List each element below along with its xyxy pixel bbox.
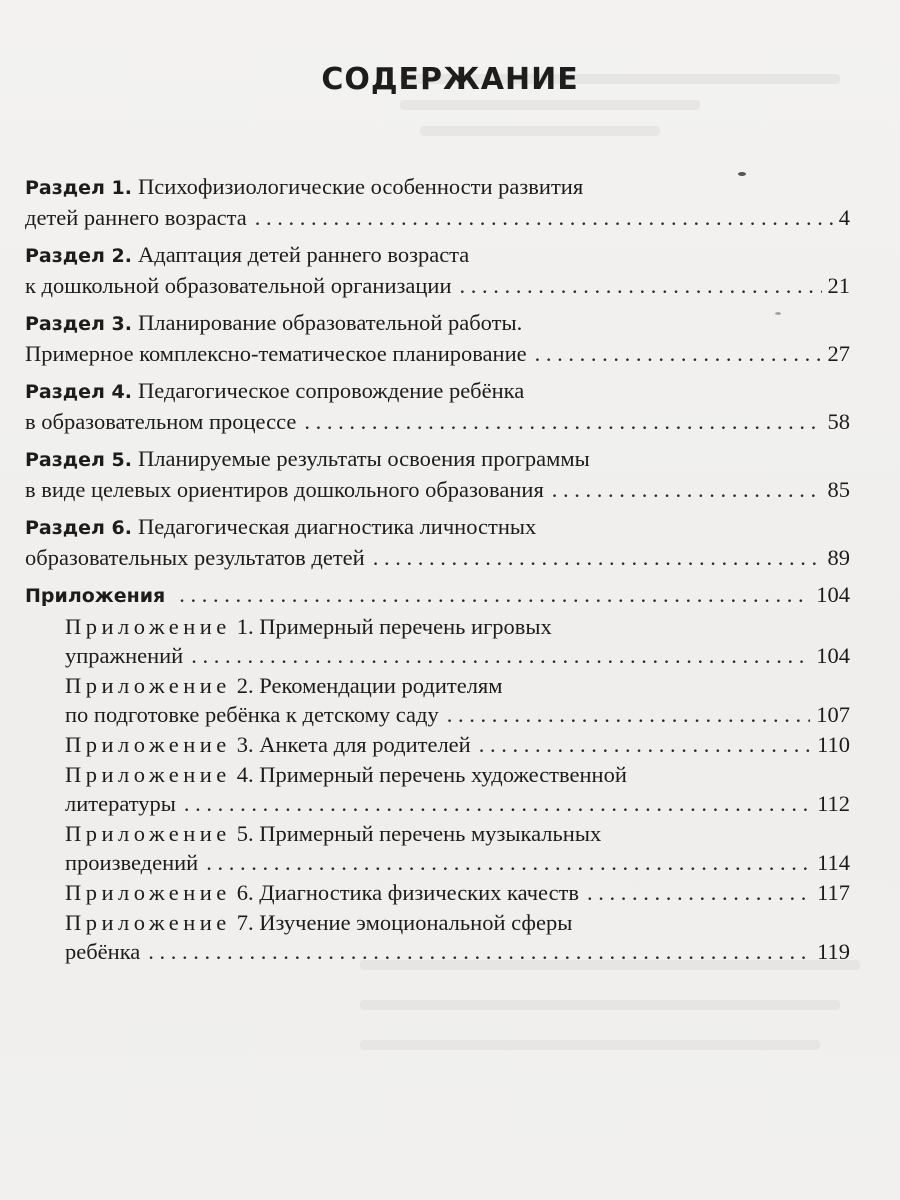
appendix-title-line-1: 2. Рекомендации родителям — [236, 673, 503, 698]
section-title-line-2: образовательных результатов детей — [25, 545, 365, 570]
leader-dots — [535, 339, 822, 368]
appendix-title-line-2: литературы — [65, 791, 176, 816]
leader-dots — [479, 730, 811, 759]
appendix-title-line-2: по подготовке ребёнка к детскому саду — [65, 702, 439, 727]
leader-dots — [191, 641, 810, 670]
section-label: Раздел 2. — [25, 245, 132, 267]
appendix-title-line-1: 5. Примерный перечень музыкальных — [236, 821, 602, 846]
appendix-title-line-1: 7. Изучение эмоциональной сферы — [236, 910, 573, 935]
table-of-contents — [25, 172, 850, 967]
leader-dots — [373, 543, 822, 572]
page-number: 89 — [827, 545, 850, 570]
toc-entry-appendices — [25, 580, 850, 611]
toc-entry-appendix-6 — [25, 878, 850, 907]
toc-entry-section-4 — [25, 376, 850, 436]
page-number: 104 — [816, 643, 850, 668]
show-through-line — [360, 1040, 820, 1050]
section-label: Раздел 5. — [25, 449, 132, 471]
appendix-title-line-1: 4. Примерный перечень художественной — [236, 762, 627, 787]
toc-entry-section-1 — [25, 172, 850, 232]
section-title-line-2: детей раннего возраста — [25, 205, 247, 230]
section-title-line-1: Психофизиологические особенности развития — [138, 174, 584, 199]
appendix-title-line-1: 6. Диагностика физических качеств — [236, 880, 580, 905]
toc-entry-section-2 — [25, 240, 850, 300]
page-number: 112 — [817, 791, 850, 816]
toc-entry-section-5 — [25, 444, 850, 504]
section-title-line-1: Планирование образовательной работы. — [138, 310, 523, 335]
appendix-title-line-2: произведений — [65, 850, 199, 875]
section-title-line-1: Адаптация детей раннего возраста — [138, 242, 470, 267]
appendix-word: Приложение — [65, 880, 231, 905]
page-number: 114 — [817, 850, 850, 875]
show-through-line — [420, 126, 660, 136]
page-number: 4 — [838, 205, 850, 230]
page-number: 85 — [827, 477, 850, 502]
toc-entry-appendix-3 — [25, 730, 850, 759]
leader-dots — [304, 407, 821, 436]
toc-entry-appendix-5 — [25, 819, 850, 877]
appendix-word: Приложение — [65, 673, 231, 698]
toc-entry-appendix-2 — [25, 671, 850, 729]
appendix-word: Приложение — [65, 732, 231, 757]
page-number: 119 — [817, 939, 850, 964]
leader-dots — [460, 271, 822, 300]
toc-entry-appendix-7 — [25, 908, 850, 966]
section-label: Раздел 1. — [25, 177, 132, 199]
section-title-line-2: к дошкольной образовательной организации — [25, 273, 452, 298]
show-through-line — [400, 100, 700, 110]
section-title-line-1: Планируемые результаты освоения программы — [138, 446, 590, 471]
leader-dots — [148, 937, 811, 966]
toc-entry-appendix-4 — [25, 760, 850, 818]
section-label: Раздел 3. — [25, 313, 132, 335]
leader-dots — [587, 878, 811, 907]
leader-dots — [552, 475, 822, 504]
appendix-word: Приложение — [65, 821, 231, 846]
page-number: 117 — [817, 880, 850, 905]
appendix-word: Приложение — [65, 762, 231, 787]
section-label: Раздел 6. — [25, 517, 132, 539]
section-title-line-2: в виде целевых ориентиров дошкольного образования — [25, 477, 544, 502]
page-number: 21 — [827, 273, 850, 298]
leader-dots — [206, 848, 811, 877]
page-number: 104 — [816, 582, 850, 607]
leader-dots — [179, 580, 810, 609]
section-title-line-1: Педагогическая диагностика личностных — [138, 514, 537, 539]
page-number: 110 — [817, 732, 850, 757]
appendix-title-line-2: упражнений — [65, 643, 184, 668]
appendix-title-line-2: ребёнка — [65, 939, 141, 964]
page-number: 107 — [816, 702, 850, 727]
appendices-label: Приложения — [25, 585, 166, 607]
page-title: СОДЕРЖАНИЕ — [321, 62, 579, 97]
appendix-title-line-1: 1. Примерный перечень игровых — [236, 614, 552, 639]
appendix-word: Приложение — [65, 910, 231, 935]
toc-entry-section-6 — [25, 512, 850, 572]
page-number: 58 — [827, 409, 850, 434]
section-title-line-1: Педагогическое сопровождение ребёнка — [138, 378, 525, 403]
show-through-line — [360, 1000, 840, 1010]
toc-entry-section-3 — [25, 308, 850, 368]
section-title-line-2: в образовательном процессе — [25, 409, 297, 434]
leader-dots — [255, 203, 833, 232]
section-title-line-2: Примерное комплексно-тематическое планирование — [25, 341, 527, 366]
section-label: Раздел 4. — [25, 381, 132, 403]
page-number: 27 — [827, 341, 850, 366]
leader-dots — [447, 700, 811, 729]
leader-dots — [184, 789, 811, 818]
appendix-title-line-1: 3. Анкета для родителей — [236, 732, 471, 757]
toc-entry-appendix-1 — [25, 612, 850, 670]
appendix-word: Приложение — [65, 614, 231, 639]
